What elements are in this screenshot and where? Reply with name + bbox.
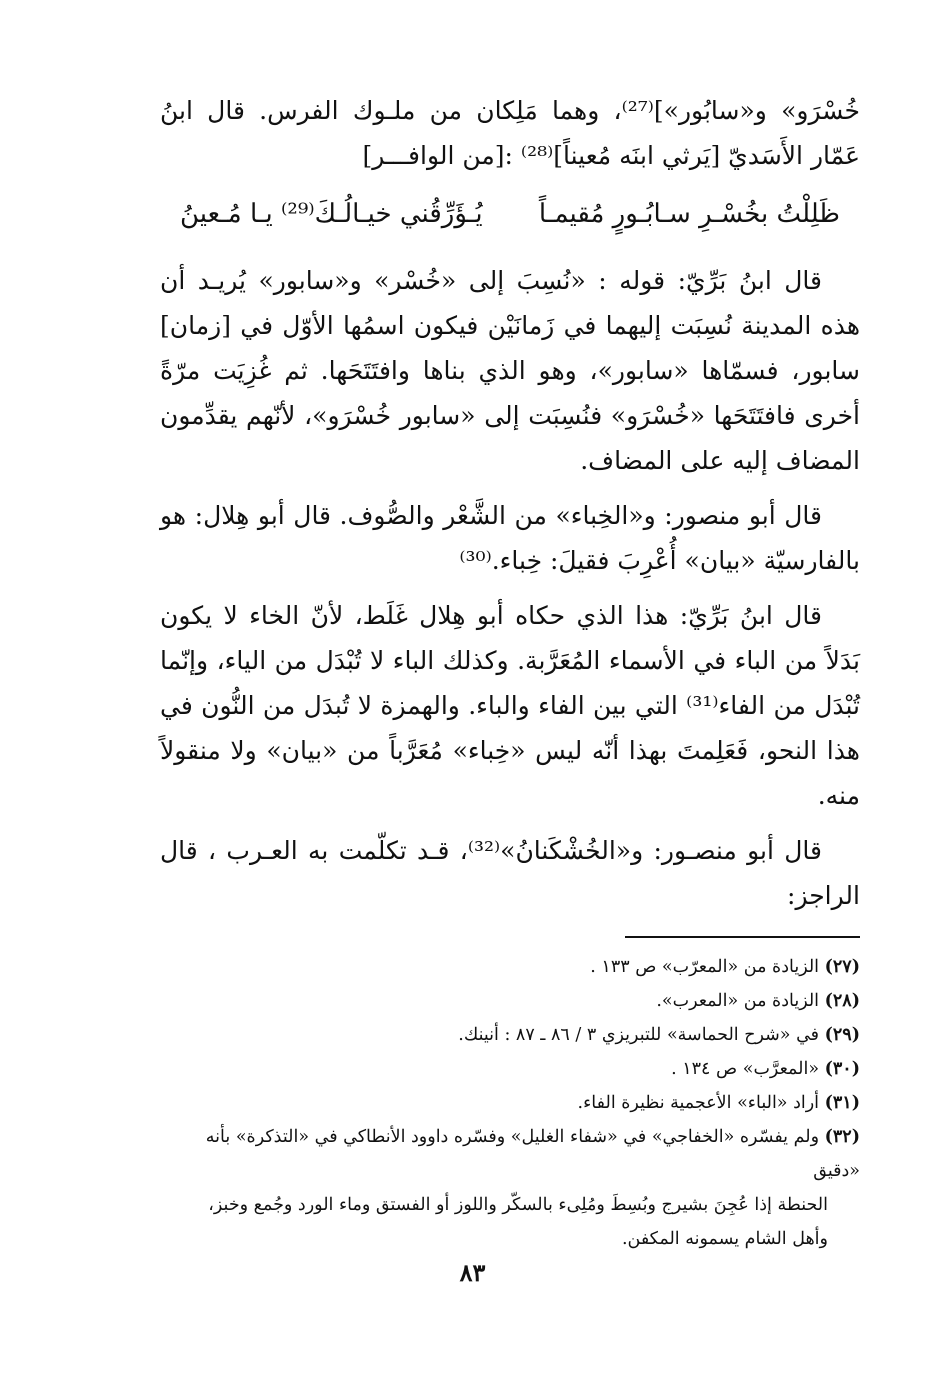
footnote-30: (٣٠) «المعرَّب» ص ١٣٤ . [671, 1059, 860, 1079]
paragraph-1: خُسْرَو» و«سابُور»]⁽²⁷⁾، وهما مَلِكان من ملـوك الفرس. قال ابنُ عَمّار الأَسَديّ [يَرثي ابنَه مُعيناً]⁽²⁸⁾ :[من الوافـــر] [160, 96, 860, 170]
page-number: ٨٣ [459, 1258, 486, 1287]
footnote-32-continuation-2: وأهل الشام يسمونه المكفن. [621, 1229, 828, 1249]
footnote-32-continuation: الحنطة إذا عُجِنَ بشيرج وبُسِطَ ومُلِىء بالسكّر واللوز أو الفستق وماء الورد وجُمع وخبز، [208, 1195, 828, 1215]
verse-first-hemistich: ظَلِلْتُ بخُسْـرِ سـابُـورٍ مُقيمـاً [538, 199, 840, 229]
footnote-divider [625, 936, 860, 938]
footnotes [160, 950, 860, 1256]
main-text [160, 88, 860, 918]
paragraph-5: قال أبو منصـور: و«الخُشْكَنانُ»⁽³²⁾، قـد تكلّمت به العـرب ، قال الراجز: [160, 836, 860, 910]
footnote-31: (٣١) أراد «الباء» الأعجمية نظيرة الفاء. [577, 1093, 860, 1113]
footnote-27: (٢٧) الزيادة من «المعرّب» ص ١٣٣ . [590, 957, 860, 977]
paragraph-2: قال ابنُ بَرِّيّ: قوله : «نُسِبَ إلى «خُسْر» و«سابور» يُريـد أن هذه المدينة نُسِبَت إليهما في زَمانَيْن فيكون اسمُها الأوّل في [زمان] سابور، فسمّاها «سابور»، وهو الذي بناها وافتَتَحَها. ثم غُزِيَت مرّةً أخرى فافتَتَحَها «خُسْرَو» فنُسِبَت إلى «سابور خُسْرَو»، لأنّهم يقدِّمون المضاف إليه على المضاف. [160, 266, 860, 475]
footnote-32: (٣٢) ولم يفسّره «الخفاجي» في «شفاء الغليل» وفسّره داوود الأنطاكي في «التذكرة» بأنه «دقيق [205, 1127, 860, 1181]
paragraph-4: قال ابنُ بَرِّيّ: هذا الذي حكاه أبو هِلال غَلَط، لأنّ الخاء لا يكون بَدَلاً من الباء في الأسماء المُعَرَّبة. وكذلك الباء لا تُبْدَل من الياء، وإنّما تُبْدَل من الفاء⁽³¹⁾ التي بين الفاء والباء. والهمزة لا تُبدَل من النُّون في هذا النحو، فَعَلِمتَ بهذا أنّه ليس «خِباء» مُعَرَّباً من «بيان» ولا منقولاً منه. [160, 601, 861, 810]
paragraph-3: قال أبو منصور: و«الخِباء» من الشَّعْر والصُّوف. قال أبو هِلال: هو بالفارسيّة «بيان» أُعْرِبَ فقيلَ: خِباء.⁽³⁰⁾ [160, 501, 860, 575]
verse-second-hemistich: يُـؤَرِّقُني خيـالُـكَ⁽²⁹⁾ يـا مُـعينُ [180, 199, 483, 229]
poem-verse [180, 192, 840, 236]
footnote-29: (٢٩) في «شرح الحماسة» للتبريزي ٣ / ٨٦ ـ ٨٧ : أنينك. [458, 1025, 860, 1045]
footnote-28: (٢٨) الزيادة من «المعرب». [656, 991, 860, 1011]
